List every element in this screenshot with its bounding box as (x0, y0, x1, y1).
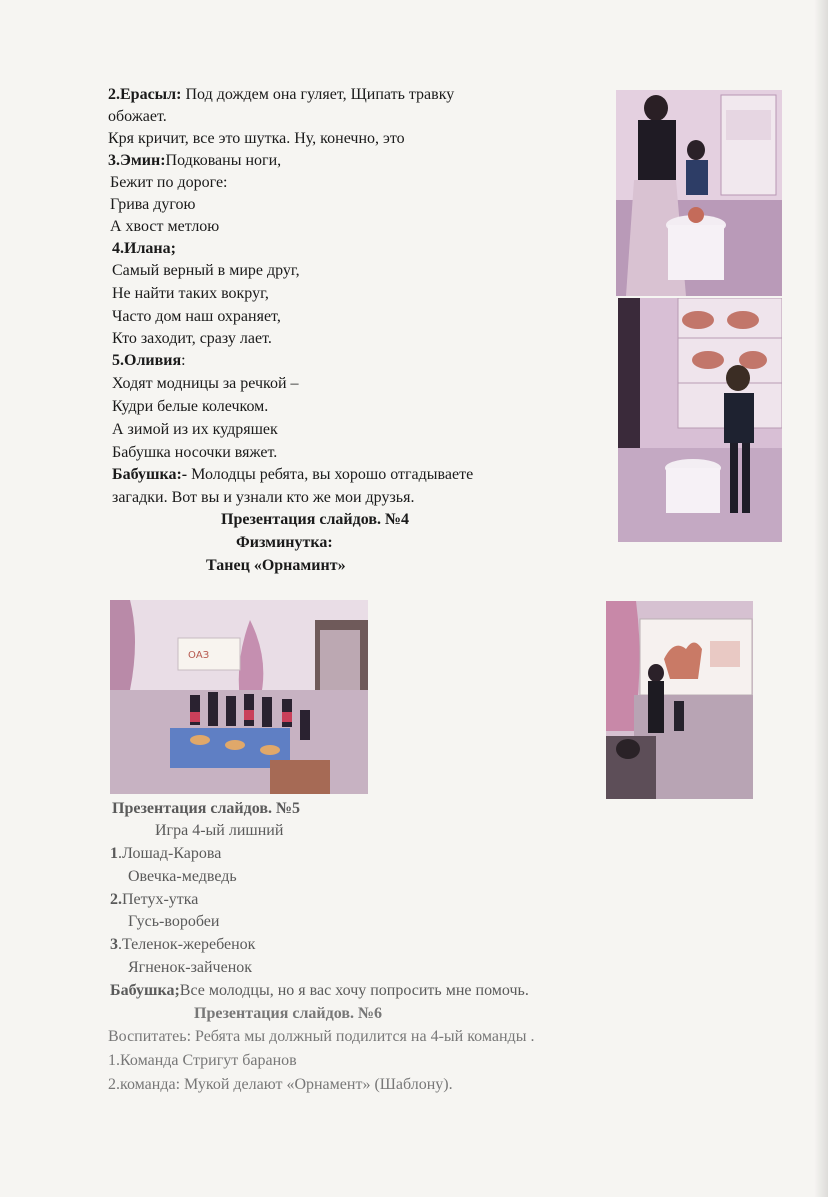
game-item-1b: Овечка-медведь (128, 868, 237, 885)
photo-teacher-girl (616, 90, 782, 296)
speaker-olivia: 5.Оливия (112, 352, 182, 369)
riddle-line-19: загадки. Вот вы и узнали кто же мои друзья. (112, 489, 415, 506)
riddle-line-16: А зимой из их кудряшек (112, 421, 278, 438)
riddle-line-1: 2.Ерасыл: Под дождем она гуляет, Щипать травку (108, 86, 455, 103)
team-1-line: 1.Команда Стригут баранов (108, 1052, 297, 1069)
team-2-line: 2.команда: Мукой делают «Орнамент» (Шаблону). (108, 1076, 453, 1093)
heading-fizminutka: Физминутка: (236, 534, 333, 551)
riddle-line-18: Бабушка:- Молодцы ребята, вы хорошо отгадываете (112, 466, 474, 483)
riddle-line-6: Грива дугою (110, 196, 196, 213)
riddle-line-15: Кудри белые колечком. (112, 398, 269, 415)
riddle-line-11: Часто дом наш охраняет, (112, 308, 281, 325)
svg-text:ОАЗ: ОАЗ (188, 650, 210, 661)
teacher-line: Воспитатеь: Ребята мы должный подилится на 4-ый команды . (108, 1028, 535, 1045)
page-edge-shadow (814, 0, 828, 1197)
speaker-erasyl: 2.Ерасыл: (108, 86, 182, 103)
heading-slide-4: Презентация слайдов. №4 (221, 511, 410, 528)
riddle-line-12: Кто заходит, сразу лает. (112, 330, 272, 347)
game-title: Игра 4-ый лишний (155, 822, 284, 839)
photo-group-dance (110, 600, 368, 794)
riddle-line-7: А хвост метлою (110, 218, 220, 235)
speaker-ilana: 4.Илана; (112, 240, 176, 257)
riddle-line-3: Кря кричит, все это шутка. Ну, конечно, это (108, 130, 405, 147)
heading-slide-6: Презентация слайдов. №6 (194, 1005, 383, 1022)
game-item-3a: 3.Теленок-жеребенок (110, 936, 256, 953)
game-item-2a: 2.Петух-утка (110, 891, 199, 908)
speaker-emin: 3.Эмин: (108, 152, 166, 169)
riddle-line-5: Бежит по дороге: (110, 174, 228, 191)
photo-boy-table (618, 298, 782, 542)
riddle-line-9: Самый верный в мире друг, (112, 262, 300, 279)
riddle-line-13: 5.Оливия: (112, 352, 186, 369)
speaker-grandma: Бабушка:- (112, 466, 188, 483)
riddle-line-8 (112, 238, 176, 260)
heading-dance: Танец «Орнаминт» (206, 557, 346, 574)
riddle-line-4: 3.Эмин:Подкованы ноги, (108, 152, 282, 169)
photo-screen-presentation (606, 601, 753, 799)
riddle-line-2: обожает. (108, 108, 167, 125)
riddle-line-17: Бабушка носочки вяжет. (112, 444, 278, 461)
riddle-line-14: Ходят модницы за речкой – (112, 375, 299, 392)
game-item-2b: Гусь-воробеи (128, 913, 220, 930)
game-item-3b: Ягненок-зайченок (128, 959, 253, 976)
heading-slide-5: Презентация слайдов. №5 (112, 800, 301, 817)
riddle-line-10: Не найти таких вокруг, (112, 285, 269, 302)
game-item-1a: 1.Лошад-Карова (110, 845, 222, 862)
grandma-request: Бабушка;Все молодцы, но я вас хочу попросить мне помочь. (110, 982, 529, 999)
